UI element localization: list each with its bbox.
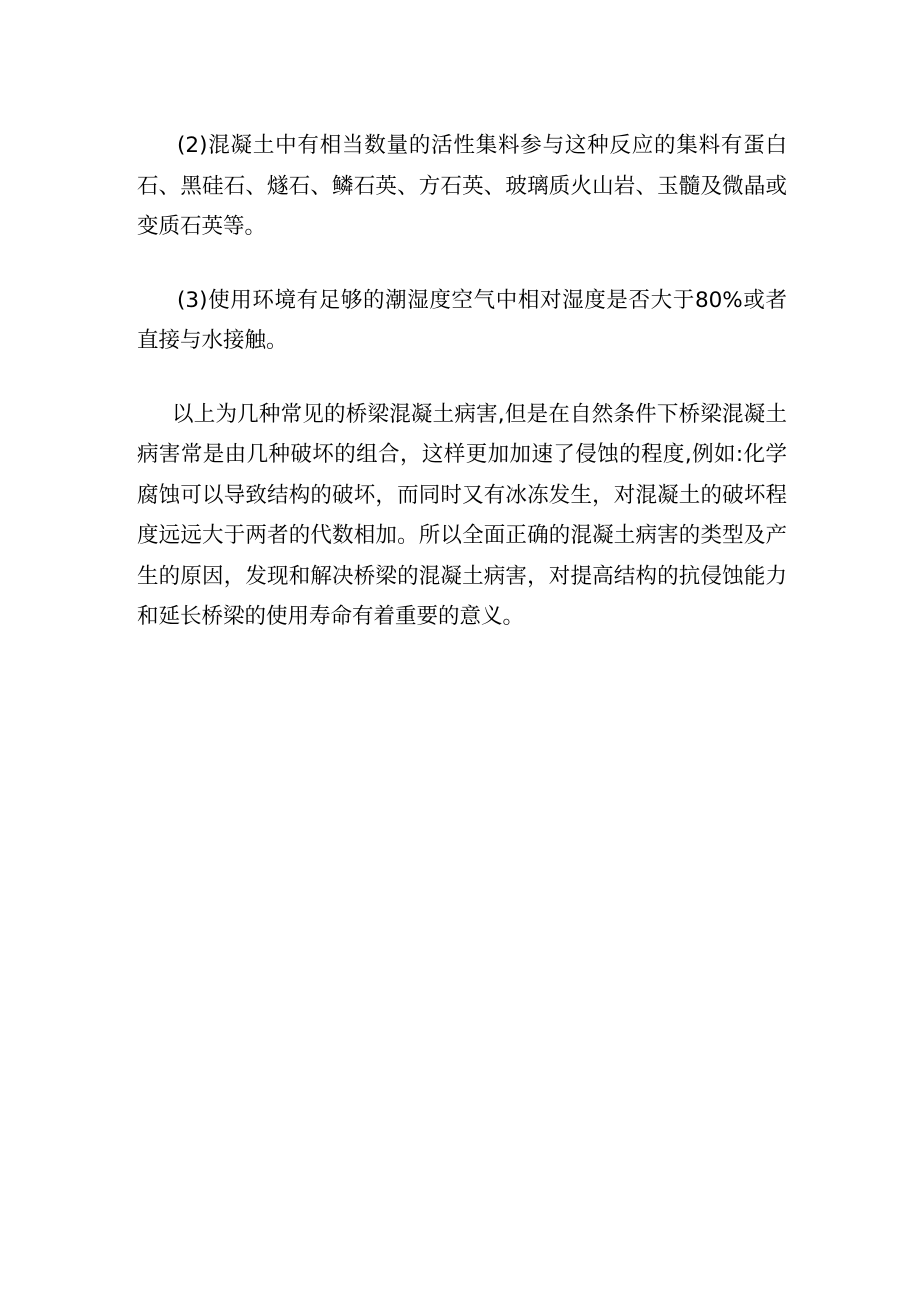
paragraph-point-3: (3)使用环境有足够的潮湿度空气中相对湿度是否大于80%或者直接与水接触。 xyxy=(137,287,787,353)
paragraph-summary: 以上为几种常见的桥梁混凝土病害,但是在自然条件下桥梁混凝土病害常是由几种破坏的组合，这样更加加速了侵蚀的程度,例如:化学腐蚀可以导致结构的破坏，而同时又有冰冻发生，对混凝土的破坏程度远远大于两者的代数相加。所以全面正确的混凝土病害的类型及产生的原因，发现和解决桥梁的混凝土病害，对提高结构的抗侵蚀能力和延长桥梁的使用寿命有着重要的意义。 xyxy=(137,401,787,629)
paragraph-point-2: (2)混凝土中有相当数量的活性集料参与这种反应的集料有蛋白石、黑硅石、燧石、鳞石英、方石英、玻璃质火山岩、玉髓及微晶或变质石英等。 xyxy=(137,133,787,239)
document-body xyxy=(137,126,787,638)
